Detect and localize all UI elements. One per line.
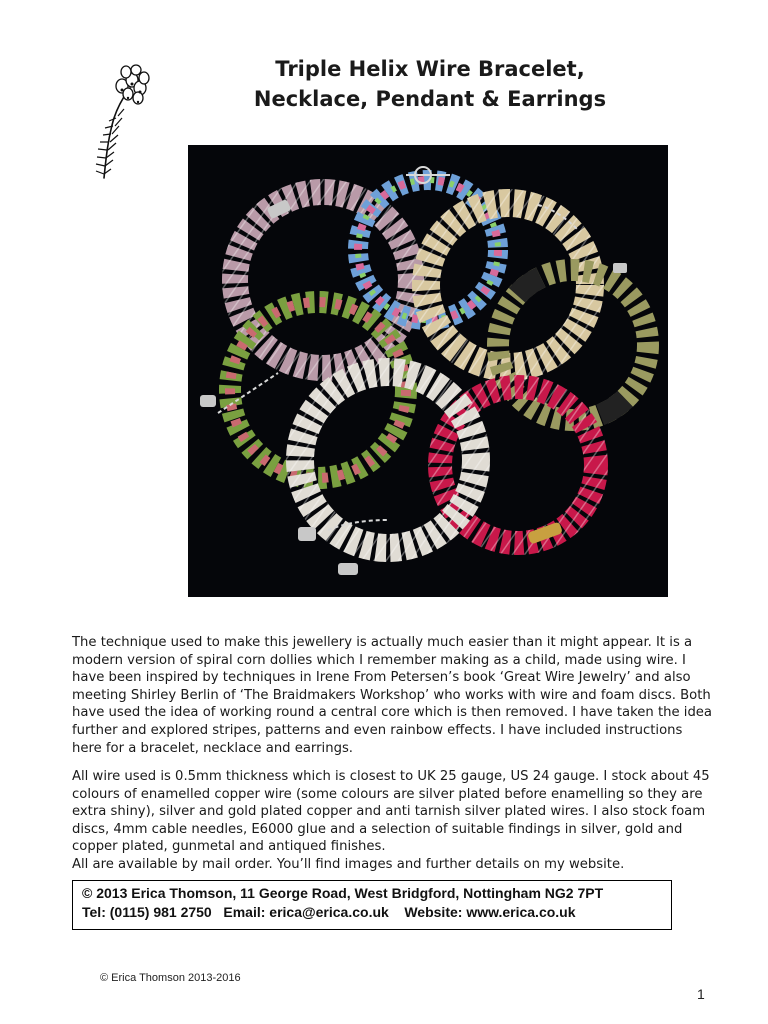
contact-details: Tel: (0115) 981 2750 Email: erica@erica.co.uk Website: www.erica.co.uk <box>82 904 576 920</box>
heather-sprig-icon <box>74 58 152 182</box>
intro-paragraph: The technique used to make this jewellery is actually much easier than it might appear. It is a modern version of spiral corn dollies which I remember making as a child, made using wire. I have been inspired by techniques in Irene From Petersen’s book ‘Great Wire Jewelry’ and also meeting Shirley Berlin of ‘The Braidmakers Workshop’ who works with wire and foam discs. Both have used the idea of working round a central core which is then removed. I have taken the idea further and explored stripes, patterns and even rainbow effects. I have included instructions here for a bracelet, necklace and earrings. <box>72 635 713 756</box>
contact-address: © 2013 Erica Thomson, 11 George Road, West Bridgford, Nottingham NG2 7PT <box>82 885 604 901</box>
materials-text: All wire used is 0.5mm thickness which is closest to UK 25 gauge, US 24 gauge. I stock about 45 colours of enamelled copper wire (some colours are silver plated before enamelling so they are extra shiny), silver and gold plated copper and anti tarnish silver plated wires. I also stock foam discs, 4mm cable needles, E6000 glue and a selection of suitable findings in silver, gold and copper plated, gunmetal and antiqued finishes. <box>72 769 710 855</box>
mail-order-text: All are available by mail order. You’ll find images and further details on my website. <box>72 856 625 872</box>
footer-copyright: © Erica Thomson 2013-2016 <box>100 972 241 984</box>
bracelets-photo <box>188 145 668 597</box>
page-title <box>180 54 680 114</box>
materials-paragraph <box>72 768 712 874</box>
contact-box <box>72 880 672 930</box>
title-line-2: Necklace, Pendant & Earrings <box>253 87 607 111</box>
page-number: 1 <box>697 986 705 1002</box>
title-line-1: Triple Helix Wire Bracelet, <box>275 57 585 81</box>
